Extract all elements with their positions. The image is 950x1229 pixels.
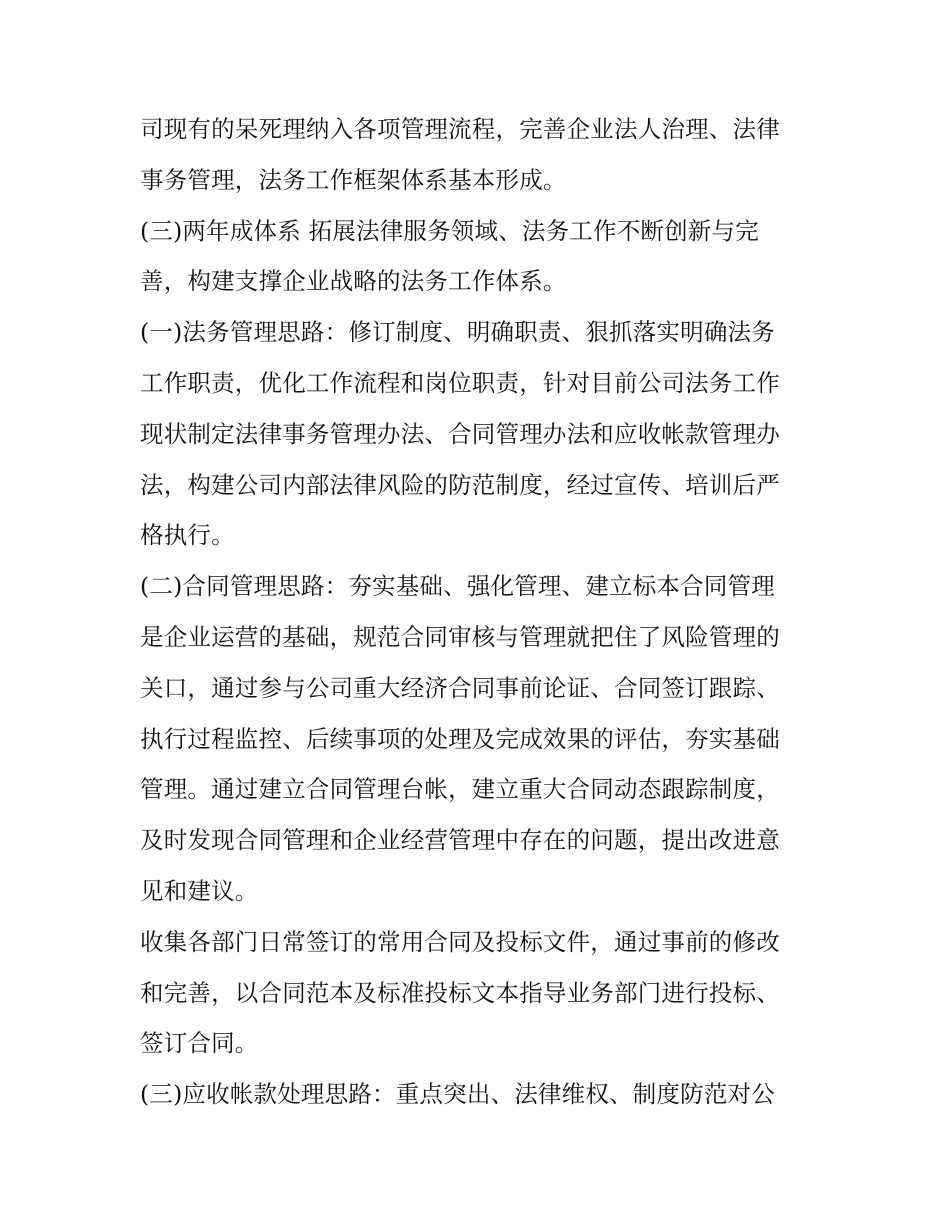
- text-line: 管理。通过建立合同管理台帐，建立重大合同动态跟踪制度，: [140, 775, 780, 804]
- text-line: (三)应收帐款处理思路：重点突出、法律维权、制度防范对公: [140, 1080, 775, 1109]
- text-line: (一)法务管理思路：修订制度、明确职责、狠抓落实明确法务: [140, 318, 775, 347]
- text-line: 是企业运营的基础，规范合同审核与管理就把住了风险管理的: [140, 622, 780, 651]
- document-body: [140, 104, 820, 1120]
- text-line: 见和建议。: [140, 876, 259, 905]
- text-line: 及时发现合同管理和企业经营管理中存在的问题，提出改进意: [140, 826, 780, 855]
- text-line: 法，构建公司内部法律风险的防范制度，经过宣传、培训后严: [140, 470, 780, 499]
- text-line: 执行过程监控、后续事项的处理及完成效果的评估，夯实基础: [140, 724, 780, 753]
- text-line: 和完善，以合同范本及标准投标文本指导业务部门进行投标、: [140, 978, 780, 1007]
- text-line: 善，构建支撑企业战略的法务工作体系。: [140, 267, 567, 296]
- text-line: 关口，通过参与公司重大经济合同事前论证、合同签订跟踪、: [140, 673, 780, 702]
- text-line: 工作职责，优化工作流程和岗位职责，针对目前公司法务工作: [140, 368, 780, 397]
- text-line: (二)合同管理思路：夯实基础、强化管理、建立标本合同管理: [140, 572, 775, 601]
- text-line: 司现有的呆死理纳入各项管理流程，完善企业法人治理、法律: [140, 115, 780, 143]
- text-line: (三)两年成体系 拓展法律服务领域、法务工作不断创新与完: [140, 216, 759, 245]
- text-line: 签订合同。: [140, 1029, 259, 1058]
- text-line: 格执行。: [140, 521, 235, 550]
- text-line: 收集各部门日常签订的常用合同及投标文件，通过事前的修改: [140, 927, 780, 956]
- text-line: 现状制定法律事务管理办法、合同管理办法和应收帐款管理办: [140, 419, 780, 448]
- text-line: 事务管理，法务工作框架体系基本形成。: [140, 165, 567, 194]
